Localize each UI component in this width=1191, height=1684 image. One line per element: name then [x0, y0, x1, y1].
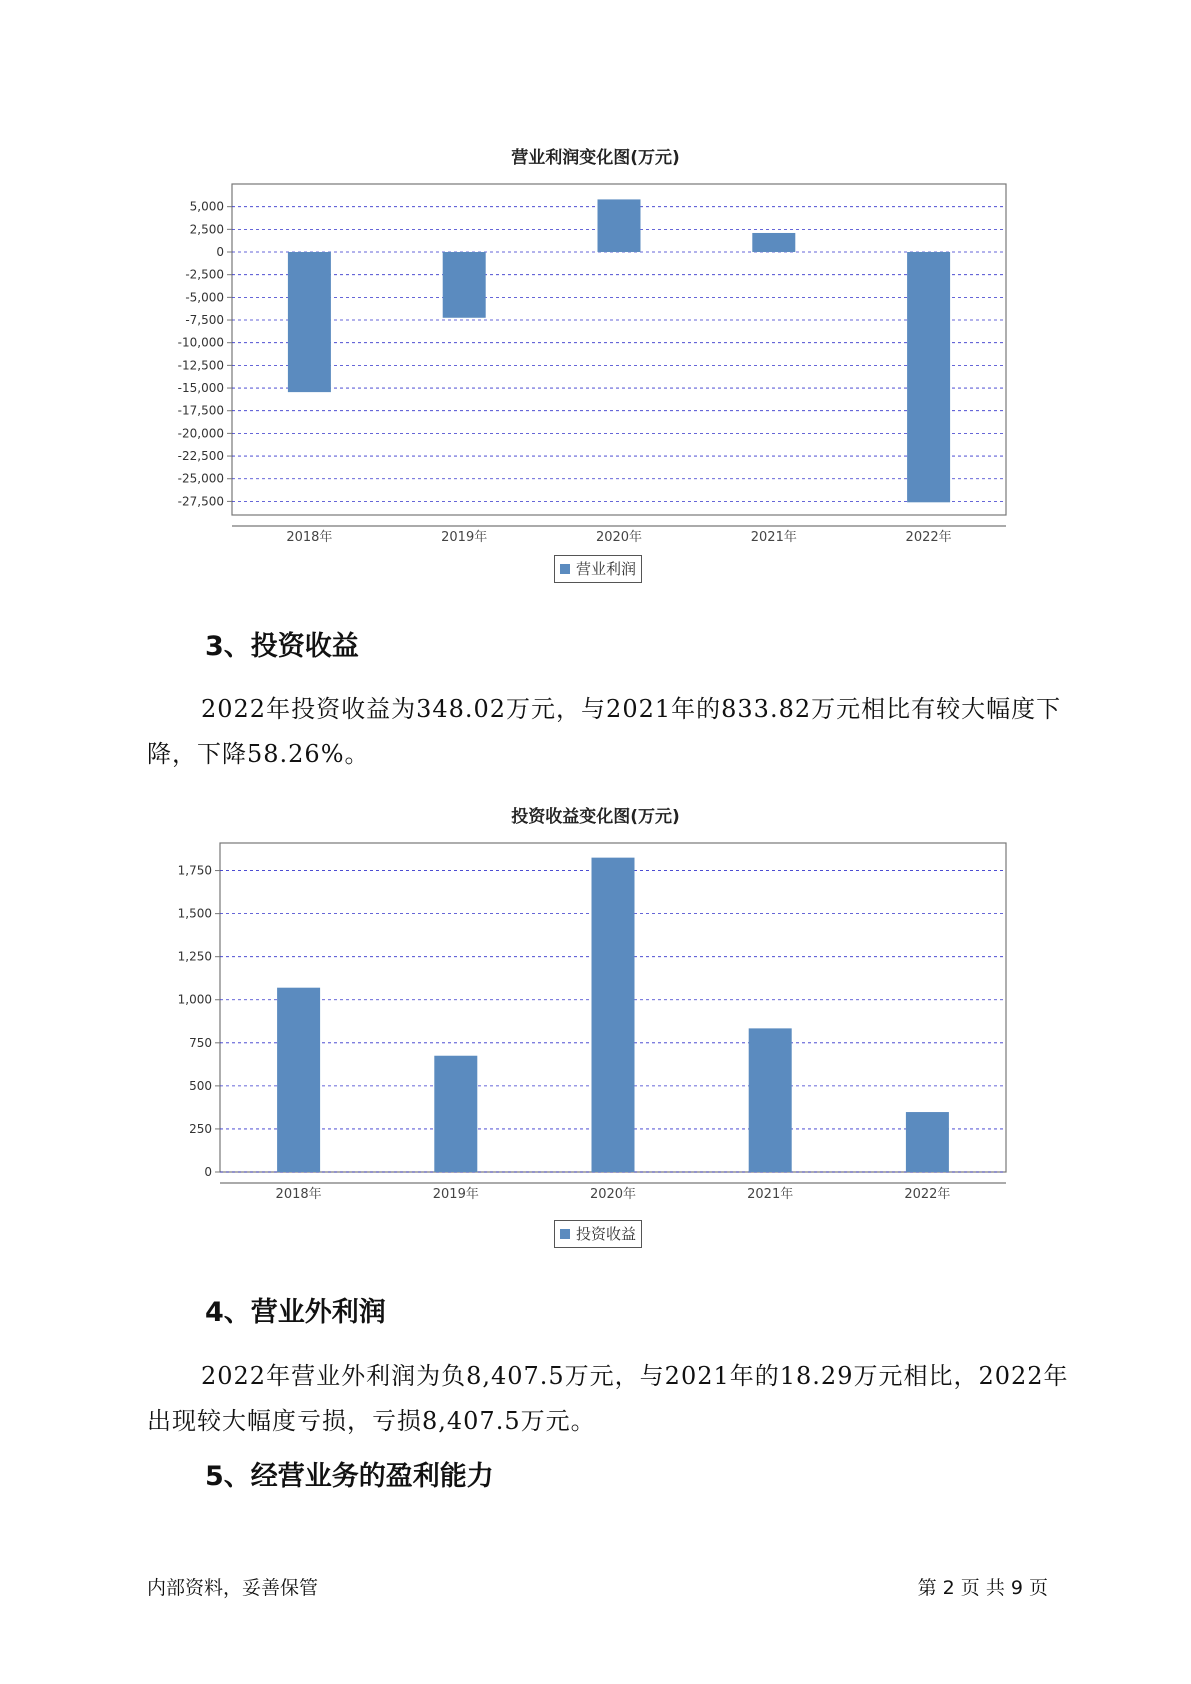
bar: [592, 858, 635, 1172]
chart-legend: [554, 1220, 642, 1248]
x-tick-label: 2018年: [286, 530, 333, 545]
section-heading-investment-income: 3、投资收益: [205, 631, 359, 662]
bar: [434, 1056, 477, 1172]
x-tick-label: 2019年: [432, 1187, 479, 1202]
y-tick-label: -10,000: [177, 335, 224, 350]
y-tick-label: -2,500: [185, 267, 224, 282]
legend-label: 营业利润: [576, 560, 637, 578]
y-tick-label: 1,250: [177, 949, 212, 964]
y-tick-label: 500: [189, 1078, 212, 1093]
y-tick-label: -25,000: [177, 471, 224, 486]
y-tick-label: -22,500: [177, 449, 224, 464]
section-paragraph-investment-income: 2022年投资收益为348.02万元，与2021年的833.82万元相比有较大幅度下降，下降58.26%。: [147, 695, 1062, 768]
section-heading-non-operating-profit: 4、营业外利润: [205, 1297, 386, 1328]
y-tick-label: -5,000: [185, 290, 224, 305]
x-tick-label: 2019年: [441, 530, 488, 545]
y-tick-label: 0: [216, 245, 224, 260]
x-tick-label: 2018年: [275, 1187, 322, 1202]
y-tick-label: 1,000: [177, 992, 212, 1007]
y-tick-label: -12,500: [177, 358, 224, 373]
chart-title: 营业利润变化图(万元): [511, 148, 680, 168]
section-heading-profitability: 5、经营业务的盈利能力: [205, 1461, 494, 1492]
y-tick-label: 2,500: [189, 222, 224, 237]
chart-title: 投资收益变化图(万元): [511, 807, 680, 827]
x-tick-label: 2021年: [750, 530, 797, 545]
bar: [906, 1112, 949, 1172]
x-tick-label: 2022年: [904, 1187, 951, 1202]
x-tick-label: 2022年: [905, 530, 952, 545]
y-tick-label: 1,500: [177, 906, 212, 921]
x-tick-label: 2020年: [595, 530, 643, 545]
y-tick-label: -7,500: [185, 313, 224, 328]
y-tick-label: 250: [189, 1121, 212, 1136]
y-tick-label: -17,500: [177, 403, 224, 418]
legend-swatch: [560, 1229, 570, 1239]
y-tick-label: -20,000: [177, 426, 224, 441]
section-paragraph-non-operating-profit: 2022年营业外利润为负8,407.5万元，与2021年的18.29万元相比，2022年出现较大幅度亏损，亏损8,407.5万元。: [147, 1362, 1069, 1435]
footer-page-number: 第 2 页 共 9 页: [917, 1577, 1048, 1599]
bar: [749, 1028, 792, 1172]
legend-label: 投资收益: [576, 1225, 637, 1243]
x-tick-label: 2020年: [589, 1187, 637, 1202]
bar: [277, 988, 320, 1172]
y-tick-label: 5,000: [189, 199, 224, 214]
y-tick-label: -15,000: [177, 381, 224, 396]
y-tick-label: 1,750: [177, 863, 212, 878]
y-tick-label: -27,500: [177, 494, 224, 509]
footer-confidential-note: 内部资料，妥善保管: [147, 1577, 319, 1599]
x-tick-label: 2021年: [747, 1187, 794, 1202]
y-tick-label: 0: [204, 1165, 212, 1179]
y-tick-label: 750: [189, 1035, 212, 1050]
